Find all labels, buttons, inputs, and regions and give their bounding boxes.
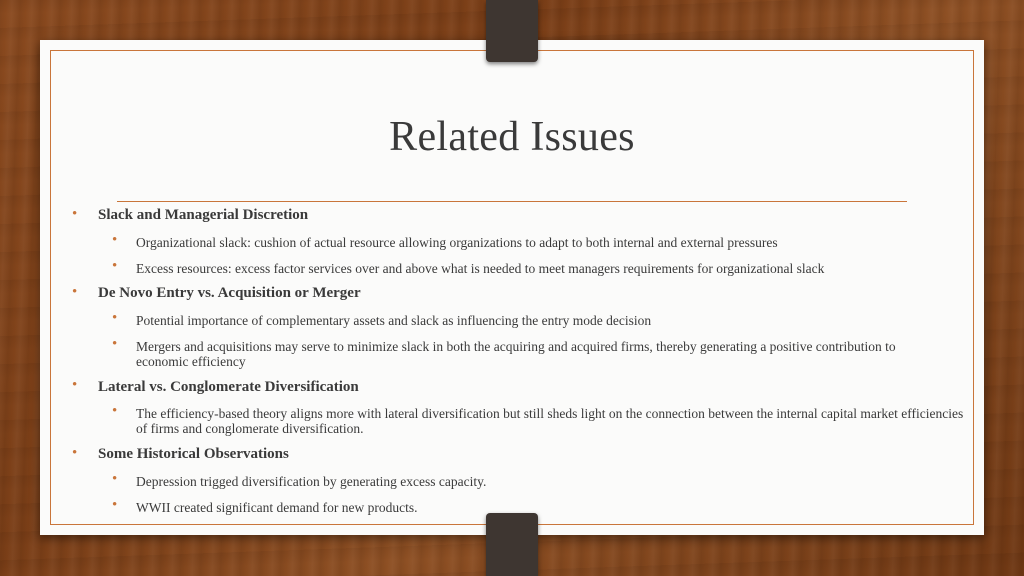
list-item: Excess resources: excess factor services over and above what is needed to meet managers requirements for organizational slack [136,261,825,276]
list-item: Potential importance of complementary assets and slack as influencing the entry mode decision [136,313,652,328]
section-heading: Some Historical Observations [98,446,289,462]
section-heading: Lateral vs. Conglomerate Diversification [98,379,359,395]
bullet-icon: • [112,497,118,513]
bullet-icon: • [112,403,118,419]
bullet-icon: • [72,377,78,393]
list-item: Organizational slack: cushion of actual resource allowing organizations to adapt to both internal and external pressures [136,235,778,250]
bullet-icon: • [112,258,118,274]
list-item: Depression trigged diversification by generating excess capacity. [136,474,487,489]
list-item: The efficiency-based theory aligns more with lateral diversification but still sheds light on the connection between the internal capital market efficiencies of firms and conglomerate diversification. [136,406,964,436]
bullet-icon: • [72,206,78,222]
section-heading: De Novo Entry vs. Acquisition or Merger [98,285,361,301]
bullet-icon: • [72,445,78,461]
list-item: Mergers and acquisitions may serve to minimize slack in both the acquiring and acquired firms, thereby generating a positive contribution to economic efficiency [136,339,896,369]
list-item: WWII created significant demand for new products. [136,500,418,515]
bullet-icon: • [112,336,118,352]
bullet-icon: • [72,284,78,300]
bullet-icon: • [112,310,118,326]
section-heading: Slack and Managerial Discretion [98,207,309,223]
slide-title: Related Issues [389,114,635,160]
bullet-icon: • [112,232,118,248]
bullet-icon: • [112,471,118,487]
